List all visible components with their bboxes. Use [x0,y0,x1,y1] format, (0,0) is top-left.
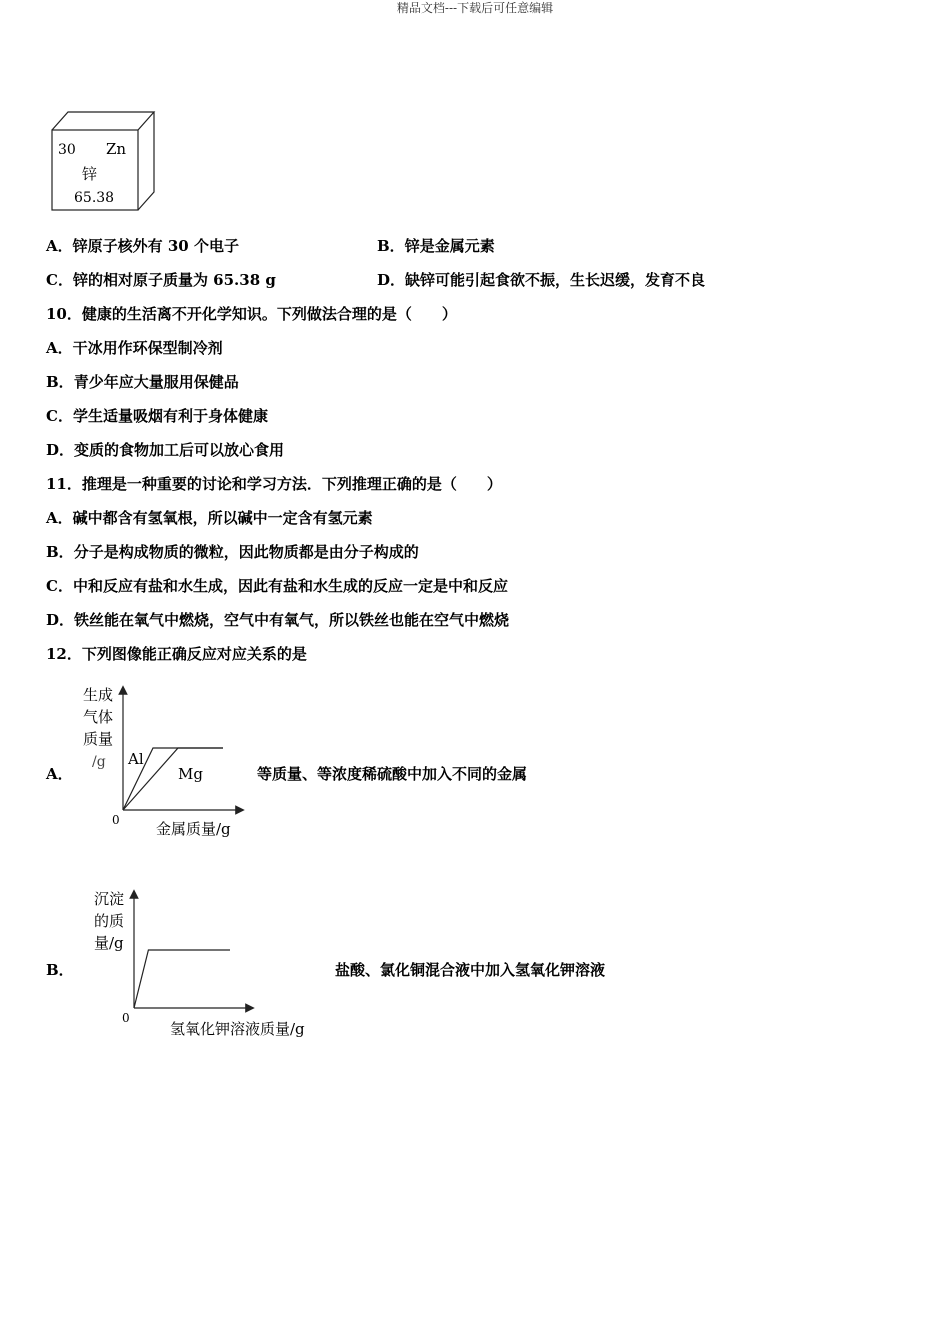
q9-option-b: B．锌是金属元素 [377,237,495,255]
graph-a-ylabel-3: 质量 [83,730,114,748]
graph-b-ylabel-1: 沉淀 [94,890,125,908]
q12-option-a-label: A． [46,765,73,783]
q12-stem: 12．下列图像能正确反应对应关系的是 [46,645,307,663]
q12-graph-a [78,682,258,842]
q9-option-d: D．缺锌可能引起食欲不振，生长迟缓，发育不良 [377,271,706,289]
q10-option-d: D．变质的食物加工后可以放心食用 [46,441,285,459]
graph-b-xlabel: 氢氧化钾溶液质量/g [170,1020,305,1038]
q10-option-c: C．学生适量吸烟有利于身体健康 [46,407,268,425]
q12-option-b-label: B． [46,961,74,979]
q11-option-d: D．铁丝能在氧气中燃烧，空气中有氧气，所以铁丝也能在空气中燃烧 [46,611,510,629]
graph-a-series-mg-label: Mg [178,765,203,783]
q11-option-a: A．碱中都含有氢氧根，所以碱中一定含有氢元素 [46,509,373,527]
graph-a-ylabel-4: /g [92,754,106,770]
q10-stem: 10．健康的生活离不开化学知识。下列做法合理的是（ ） [46,305,457,323]
element-card-figure [48,108,160,214]
page-header: 精品文档---下载后可任意编辑 [396,1,554,15]
graph-a-ylabel-1: 生成 [83,686,114,704]
q10-option-a: A．干冰用作环保型制冷剂 [46,339,223,357]
element-atomic-number: 30 [58,142,76,158]
q10-option-b: B．青少年应大量服用保健品 [46,373,239,391]
graph-a-xlabel: 金属质量/g [156,820,231,838]
graph-b-ylabel-3: 量/g [94,934,124,952]
graph-b-origin: 0 [122,1011,130,1025]
graph-a-ylabel-2: 气体 [83,708,114,726]
element-atomic-mass: 65.38 [74,190,115,206]
q9-option-c: C．锌的相对原子质量为 65.38 g [46,271,276,289]
q11-stem: 11．推理是一种重要的讨论和学习方法．下列推理正确的是（ ） [46,475,502,493]
q12-option-a-text: 等质量、等浓度稀硫酸中加入不同的金属 [257,765,528,783]
q12-option-b-text: 盐酸、氯化铜混合液中加入氢氧化钾溶液 [335,961,606,979]
q11-option-c: C．中和反应有盐和水生成，因此有盐和水生成的反应一定是中和反应 [46,577,508,595]
element-name: 锌 [82,165,98,183]
q9-option-a: A．锌原子核外有 30 个电子 [46,237,239,255]
graph-a-origin: 0 [112,813,120,827]
q11-option-b: B．分子是构成物质的微粒，因此物质都是由分子构成的 [46,543,419,561]
graph-b-line [134,950,230,1008]
q12-graph-b [90,886,340,1044]
graph-a-series-al-label: Al [128,750,144,768]
graph-b-ylabel-2: 的质 [94,912,125,930]
element-symbol: Zn [106,140,127,158]
